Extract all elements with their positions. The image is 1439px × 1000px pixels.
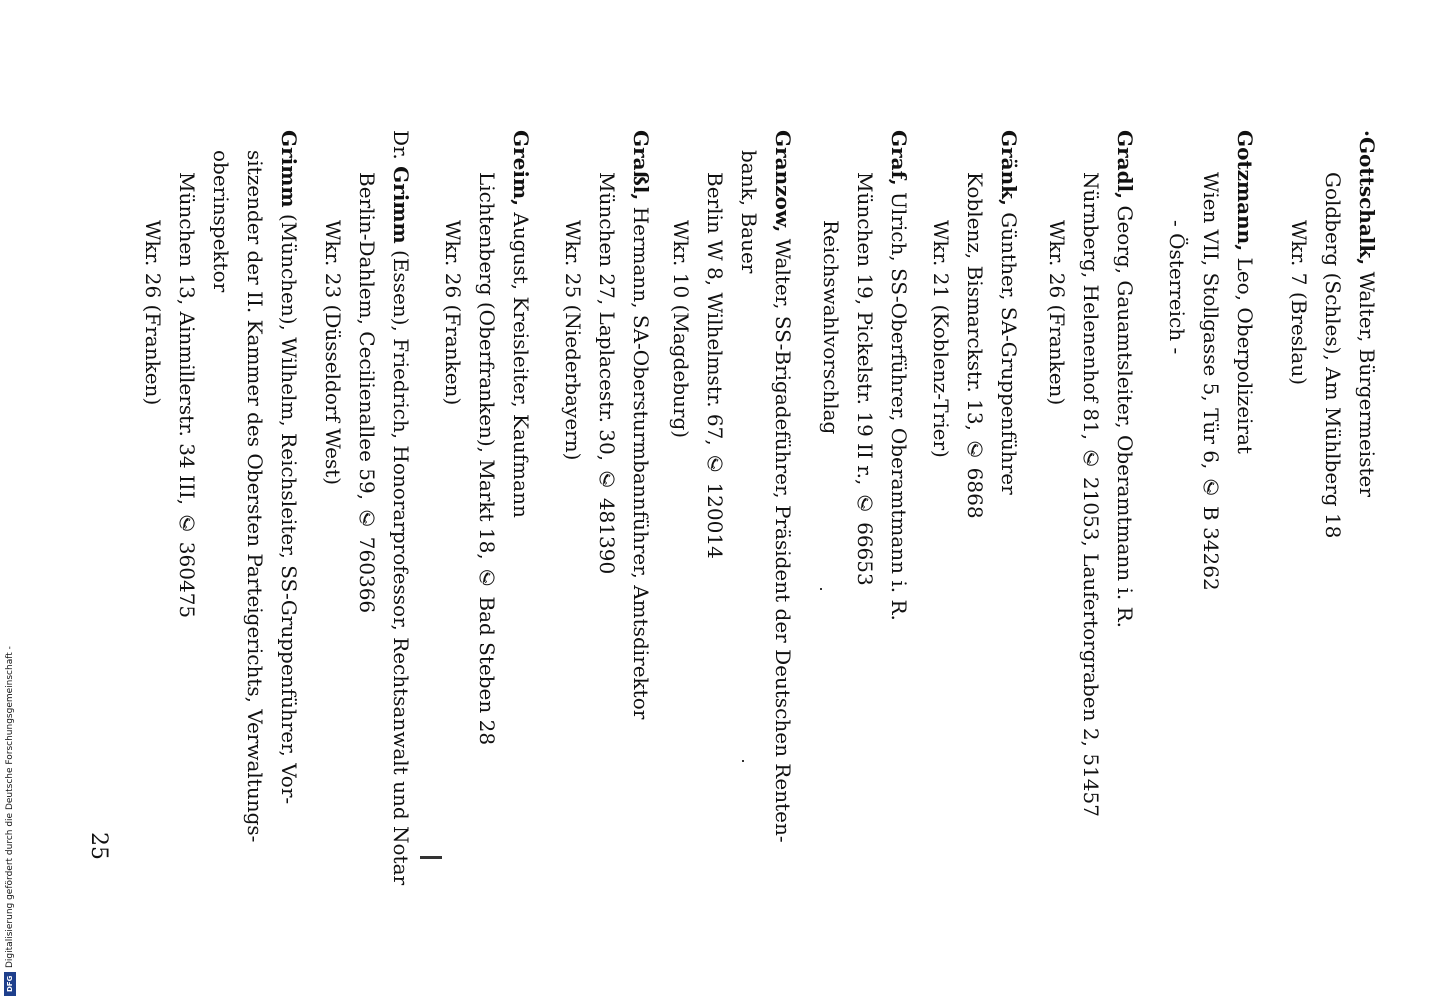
entry-name: Gränk, [997,130,1021,206]
entry-address: München 19, Pickelstr. 19 II r., ✆ 66653 [853,172,877,586]
entry-address: München 13, Ainmillerstr. 34 III, ✆ 360475 [175,172,199,619]
entry-grimm-essen [316,130,418,885]
entry-description: Hermann, SA-Obersturmbannführer, Amtsdirektor [629,200,653,720]
entry-grassl [556,130,658,719]
entry-address: Koblenz, Bismarckstr. 13, ✆ 6868 [963,172,987,519]
entry-district: Wkr. 10 (Magdeburg) [669,220,693,439]
entry-grimm-muenchen [136,130,306,842]
entry-district: Reichswahlvorschlag [819,220,843,435]
entry-name: Gradl, [1113,130,1137,200]
entry-district: Wkr. 26 (Franken) [141,220,165,406]
entry-district: Wkr. 7 (Breslau) [1287,220,1311,385]
dfg-logo: DFG [4,972,16,996]
page-number: 25 [86,832,111,860]
scan-speck [742,760,744,762]
entry-description: Leo, Oberpolizeirat [1233,251,1257,454]
credit-text: Digitalisierung gefördert durch die Deutsche Forschungsgemeinschaft - [5,646,15,968]
entry-description: (München), Wilhelm, Reichsleiter, SS-Gruppenführer, Vor- [277,207,301,805]
entry-description: August, Kreisleiter, Kaufmann [509,206,533,518]
entry-gottschalk [1282,130,1384,538]
entry-district: Wkr. 25 (Niederbayern) [561,220,585,461]
entry-title-prefix: Dr. [389,130,413,167]
entry-graf [814,130,916,621]
entry-description-continued: sitzender der II. Kammer des Obersten Parteigerichts, Verwaltungs- [243,150,267,843]
entry-address: Wien VII, Stollgasse 5, Tür 6, ✆ B 34262 [1199,172,1223,591]
entry-district: - Österreich - [1165,220,1189,355]
entry-greim [436,130,538,745]
entry-graenk [924,130,1026,519]
entry-description: Ulrich, SS-Oberführer, Oberamtmann i. R. [887,185,911,621]
entry-address: Berlin-Dahlem, Cecilienallee 59, ✆ 760366 [355,172,379,614]
entry-name: Grimm [277,130,301,208]
scan-speck [420,856,442,859]
entry-name: Grimm [389,166,413,244]
entry-description: Walter, SS-Brigadeführer, Präsident der Deutschen Renten- [771,232,795,843]
entry-address: Nürnberg, Helenenhof 81, ✆ 21053, Laufertorgraben 2, 51457 [1079,172,1103,817]
entry-description: (Essen), Friedrich, Honorarprofessor, Rechtsanwalt und Notar [389,243,413,886]
entry-name: Graf, [887,130,911,186]
entry-name: ·Gottschalk, [1355,130,1379,266]
entry-description-continued: bank, Bauer [737,150,761,274]
entry-name: Greim, [509,130,533,207]
entry-address: Lichtenberg (Oberfranken), Markt 18, ✆ Bad Steben 28 [475,172,499,746]
entry-district: Wkr. 23 (Düsseldorf West) [321,220,345,486]
entry-gotzmann [1160,130,1262,591]
entry-address: Goldberg (Schles), Am Mühlberg 18 [1321,172,1345,539]
entry-description-continued: oberinspektor [209,150,233,293]
entry-name: Gotzmann, [1233,130,1257,252]
entry-district: Wkr. 26 (Franken) [441,220,465,406]
entry-district: Wkr. 26 (Franken) [1045,220,1069,406]
entry-description: Günther, SA-Gruppenführer [997,205,1021,495]
scan-speck [820,588,822,590]
entry-district: Wkr. 21 (Koblenz-Trier) [929,220,953,458]
entry-granzow [664,130,800,843]
entry-name: Graßl, [629,130,653,201]
digitization-credit [2,606,18,996]
entry-name: Granzow, [771,130,795,233]
entry-address: Berlin W 8, Wilhelmstr. 67, ✆ 120014 [703,172,727,559]
entry-gradl [1040,130,1142,817]
entry-description: Georg, Gauamtsleiter, Oberamtmann i. R. [1113,199,1137,629]
entry-description: Walter, Bürgermeister [1355,265,1379,497]
entry-address: München 27, Laplacestr. 30, ✆ 481390 [595,172,619,575]
